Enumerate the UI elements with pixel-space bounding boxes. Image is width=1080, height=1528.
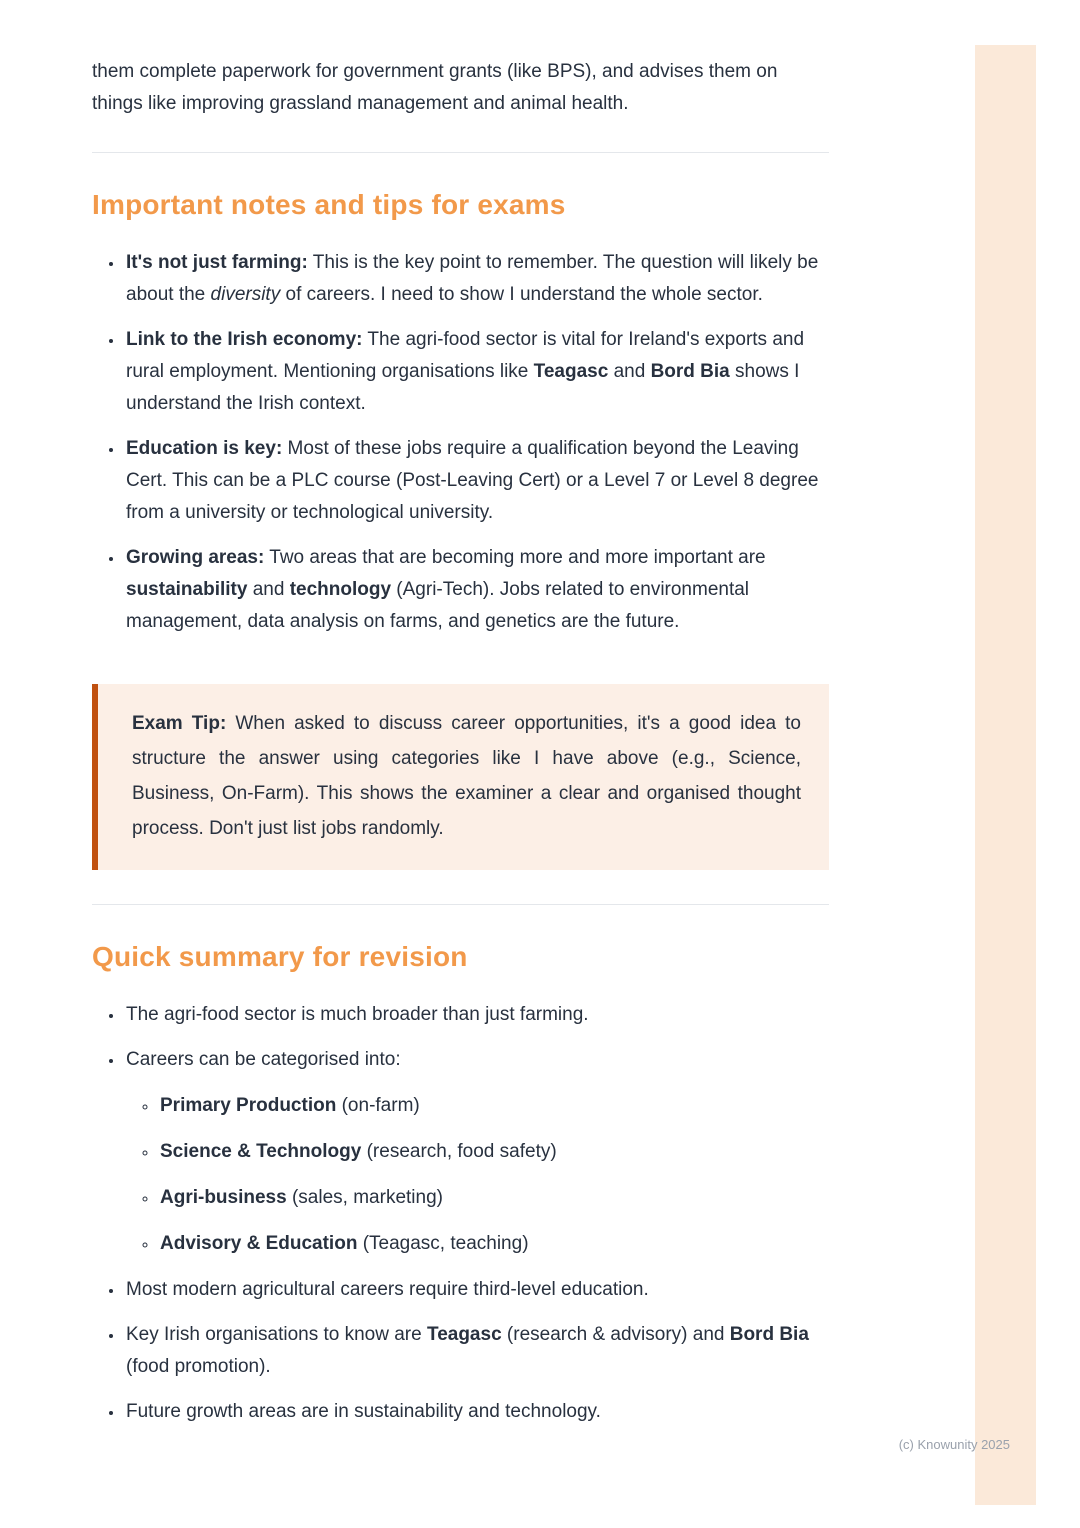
copyright-footer: (c) Knowunity 2025 xyxy=(898,1437,1010,1452)
list-item: • Education is key: Most of these jobs require a qualification beyond the Leaving Cert. This can be a PLC course (Post-Leaving Cert) or a Level 7 or Level 8 degree from a university or technological university. xyxy=(124,433,829,529)
summary-list xyxy=(92,999,829,1428)
list-item: • Most modern agricultural careers require third-level education. xyxy=(124,1274,829,1306)
list-item: • Future growth areas are in sustainability and technology. xyxy=(124,1396,829,1428)
summary-section-title: Quick summary for revision xyxy=(92,941,468,972)
list-item: • Growing areas: Two areas that are becoming more and more important are sustainability and technology (Agri-Tech). Jobs related to environmental management, data analysis on farms, and genetics are the future. xyxy=(124,542,829,638)
exam-tip-callout xyxy=(92,684,829,870)
list-item: • It's not just farming: This is the key point to remember. The question will likely be about the diversity of careers. I need to show I understand the whole sector. xyxy=(124,247,829,311)
section-divider xyxy=(92,152,829,153)
list-item-text: Careers can be categorised into: xyxy=(126,1049,401,1070)
exam-tip-text: Exam Tip: When asked to discuss career opportunities, it's a good idea to structure the answer using categories like I have above (e.g., Science, Business, On-Farm). This shows the examiner a clear and organised thought process. Don't just list jobs randomly. xyxy=(132,713,801,839)
notes-list xyxy=(92,247,829,638)
career-categories-sublist xyxy=(126,1090,829,1260)
list-item: • Link to the Irish economy: The agri-food sector is vital for Ireland's exports and rural employment. Mentioning organisations like Teagasc and Bord Bia shows I understand the Irish context. xyxy=(124,324,829,420)
sub-list-item: ◦ Advisory & Education (Teagasc, teaching) xyxy=(158,1228,829,1260)
list-item xyxy=(124,1044,829,1260)
sub-list-item: ◦ Science & Technology (research, food safety) xyxy=(158,1136,829,1168)
section-divider xyxy=(92,904,829,905)
list-item: • Key Irish organisations to know are Teagasc (research & advisory) and Bord Bia (food promotion). xyxy=(124,1319,829,1383)
intro-paragraph: them complete paperwork for government grants (like BPS), and advises them on things like improving grassland management and animal health. xyxy=(92,61,778,114)
side-decoration-strip xyxy=(975,45,1036,1505)
notes-section-title: Important notes and tips for exams xyxy=(92,189,566,220)
list-item: • The agri-food sector is much broader than just farming. xyxy=(124,999,829,1031)
sub-list-item: ◦ Agri-business (sales, marketing) xyxy=(158,1182,829,1214)
sub-list-item: ◦ Primary Production (on-farm) xyxy=(158,1090,829,1122)
content-column xyxy=(92,0,829,1441)
